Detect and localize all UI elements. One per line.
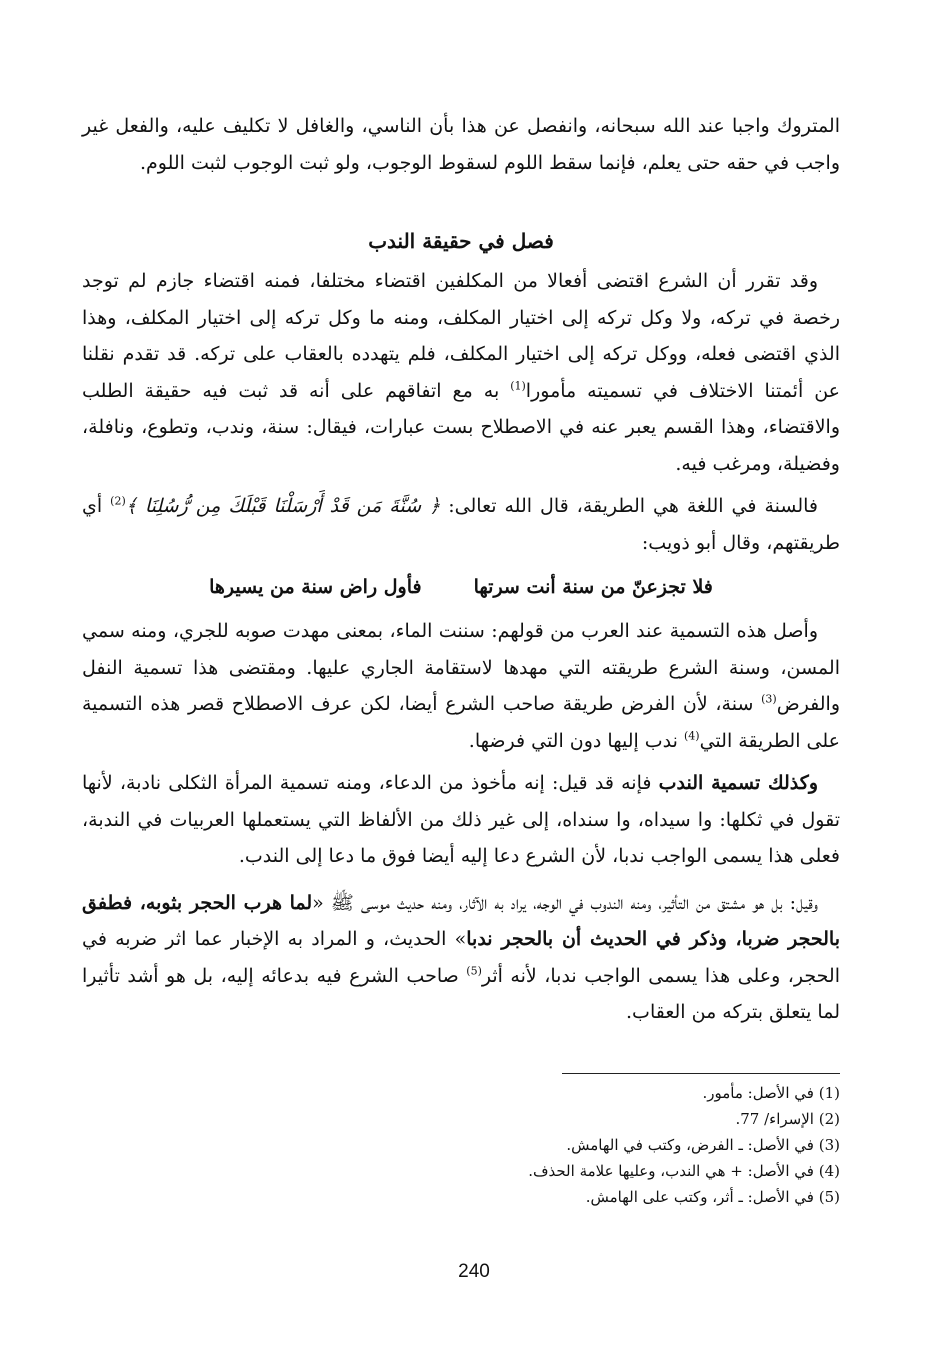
footnote-separator [562,1073,840,1074]
poetry-verse [82,567,840,607]
footnote-text: في الأصل: ـ أثر، وكتب على الهامش. [585,1188,814,1206]
paragraph-athar-text-c: صاحب الشرع فيه بدعائه إليه، بل هو أشد تأثيرا لما يتعلق بتركه من العقاب. [82,964,840,1023]
verse-first-hemistich: فلا تجزعنّ من سنة أنت سرتها [473,576,713,598]
paragraph-sunnah-text-a: فالسنة في اللغة هي الطريقة، قال الله تعالى: [440,495,818,517]
paragraph-origin-text-b: سنة، لأن الفرض طريقة صاحب الشرع أيضا، لكن عرف الاصطلاح قصر هذه التسمية على الطريقة التي [82,693,840,752]
footnote-ref-3[interactable]: (3) [761,692,777,706]
section-heading: فصل في حقيقة الندب [368,229,554,253]
paragraph-athar-text-b: » الحديث، و المراد به الإخبار عما اثر ضربه في الحجر، وعلى هذا يسمى الواجب ندبا، لأنه أثر [82,928,840,987]
footnote-3 [82,1132,840,1158]
footnote-text: الإسراء/ 77. [735,1110,814,1128]
footnote-text: في الأصل: مأمور. [702,1084,814,1102]
footnote-ref-4[interactable]: (4) [684,729,700,743]
footnote-1 [82,1080,840,1106]
hadith-quote: لما هرب الحجر بثوبه، فطفق بالحجر ضربا، وذكر في الحديث أن بالحجر ندبا [82,891,840,950]
footnote-ref-5[interactable]: (5) [466,964,482,978]
paragraph-definition [82,263,840,482]
footnote-ref-1[interactable]: (1) [510,379,526,393]
footnote-number: (5) [818,1188,840,1206]
paragraph-origin-text-c: ندب إليها دون التي فرضها. [468,729,684,752]
paragraph-definition-text-a: وقد تقرر أن الشرع اقتضى أفعالا من المكلفين اقتضاء مختلفا، فمنه اقتضاء جازم لم توجد رخصة في تركه، ولا وكل تركه إلى اختيار المكلف، ومنه ما وكل تركه إلى اختيار المكلف، وهذا الذي اقتضى فعله، ووكل تركه إلى اختيار المكلف، فلم يتهدده بالعقاب على تركه. قد تقدم نقلنا عن أئمتنا الاختلاف في تسميته مأمورا [82,270,841,402]
paragraph-origin [82,613,840,759]
paragraph-origin-text-a: وأصل هذه التسمية عند العرب من قولهم: سننت الماء، بمعنى مهدت صوبه للجري، ومنه سمي المسن، وسنة الشرع طريقته التي مهدها لاستقامة الجاري عليها. ومقتضى هذا تسمية النفل والفرض [82,620,840,715]
footnote-text: في الأصل: ـ الفرض، وكتب في الهامش. [566,1136,814,1154]
paragraph-nadb-lead: وكذلك تسمية الندب [658,772,819,794]
footnote-2 [82,1106,840,1132]
footnote-number: (2) [818,1110,840,1128]
quran-verse: ﴿ سُنَّةَ مَن قَدْ أَرْسَلْنَا قَبْلَكَ مِن رُّسُلِنَا ﴾ [125,495,441,517]
verse-second-hemistich: فأول راض سنة من يسيرها [209,576,422,598]
footnote-number: (1) [818,1084,840,1102]
paragraph-sunnah [82,488,840,561]
footnote-4 [82,1158,840,1184]
footnote-5 [82,1184,840,1210]
footnote-text: في الأصل: + هي الندب، وعليها علامة الحذف. [528,1162,814,1180]
page-body [82,108,840,1031]
paragraph-nadb [82,765,840,875]
footnotes [82,1080,840,1210]
page-number: 240 [458,1261,490,1282]
intro-paragraph: المتروك واجبا عند الله سبحانه، وانفصل عن هذا بأن الناسي، والغافل لا تكليف عليه، والفعل غير واجب في حقه حتى يعلم، فإنما سقط اللوم لسقوط الوجوب، ولو ثبت الوجوب لثبت اللوم. [82,115,840,174]
footnote-number: (4) [818,1162,840,1180]
paragraph-athar [82,885,840,1031]
paragraph-athar-text-a: وقيل: بل هو مشتق من التأثير، ومنه الندوب في الوجه، يراد به الآثار، ومنه حديث موسى ﷺ « [312,891,818,914]
paragraph-sunnah-text-b: أي طريقتهم، وقال أبو ذويب: [82,495,840,554]
footnote-number: (3) [818,1136,840,1154]
footnote-ref-2[interactable]: (2) [110,494,126,508]
paragraph-definition-text-b: به مع اتفاقهم على أنه قد ثبت فيه حقيقة الطلب والاقتضاء، وهذا القسم يعبر عنه في الاصطلاح بست عبارات، فيقال: سنة، وندب، وتطوع، ونافلة، وفضيلة، ومرغب فيه. [82,379,840,475]
paragraph-nadb-text: فإنه قد قيل: إنه مأخوذ من الدعاء، ومنه تسمية المرأة الثكلى نادبة، لأنها تقول في ثكلها: وا سيداه، وا سنداه، إلى غير ذلك من الألفاظ التي يستعملها العربيات في الندبة، فعلى هذا يسمى الواجب ندبا، لأن الشرع دعا إليه أيضا فوق ما دعا إلى الندب. [82,772,840,867]
